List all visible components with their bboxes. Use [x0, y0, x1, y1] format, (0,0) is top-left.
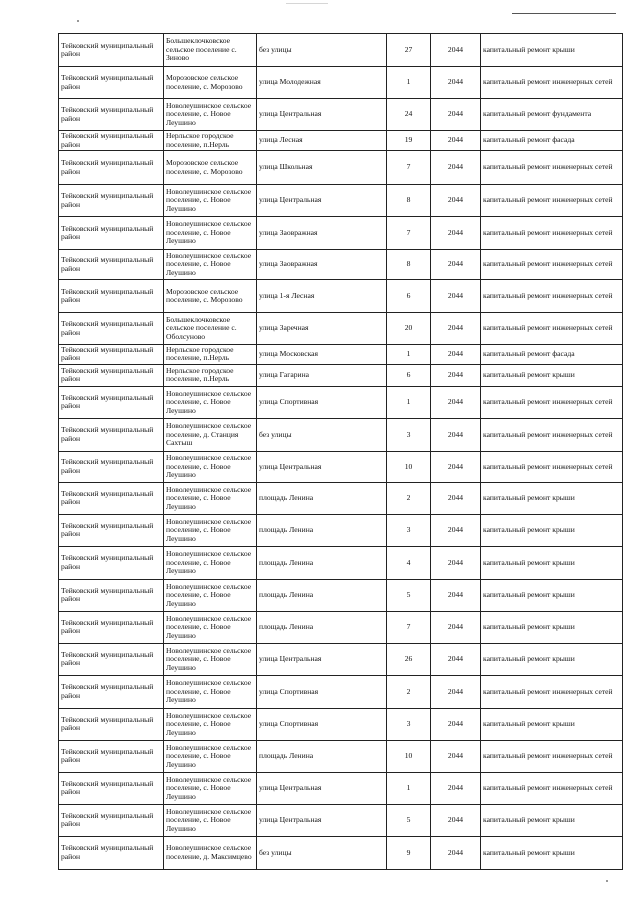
- house-number-cell: 5: [387, 804, 431, 836]
- settlement-cell: Нерльское городское поселение, п.Нерль: [164, 364, 257, 386]
- street-cell: улица Заовражная: [257, 250, 387, 280]
- settlement-cell: Новолеушинское сельское поселение, с. Новое Леушино: [164, 740, 257, 772]
- street-cell: улица Школьная: [257, 151, 387, 185]
- street-cell: улица Заовражная: [257, 217, 387, 250]
- settlement-cell: Новолеушинское сельское поселение, с. Новое Леушино: [164, 386, 257, 418]
- planned-year-cell: 2044: [431, 611, 481, 643]
- settlement-cell: Новолеушинское сельское поселение, с. Новое Леушино: [164, 250, 257, 280]
- planned-year-cell: 2044: [431, 280, 481, 313]
- house-number-cell: 1: [387, 67, 431, 99]
- planned-year-cell: 2044: [431, 313, 481, 345]
- house-number-cell: 1: [387, 345, 431, 365]
- settlement-cell: Нерльское городское поселение, п.Нерль: [164, 345, 257, 365]
- municipal-district-cell: Тейковский муниципальный район: [59, 131, 164, 151]
- planned-year-cell: 2044: [431, 151, 481, 185]
- house-number-cell: 26: [387, 643, 431, 675]
- municipal-district-cell: Тейковский муниципальный район: [59, 708, 164, 740]
- planned-year-cell: 2044: [431, 99, 481, 131]
- municipal-district-cell: Тейковский муниципальный район: [59, 67, 164, 99]
- municipal-district-cell: Тейковский муниципальный район: [59, 151, 164, 185]
- house-number-cell: 1: [387, 772, 431, 804]
- settlement-cell: Новолеушинское сельское поселение, с. Новое Леушино: [164, 643, 257, 675]
- municipal-district-cell: Тейковский муниципальный район: [59, 740, 164, 772]
- table-row: [59, 313, 623, 345]
- planned-year-cell: 2044: [431, 345, 481, 365]
- table-row: [59, 675, 623, 708]
- planned-year-cell: 2044: [431, 451, 481, 482]
- house-number-cell: 7: [387, 217, 431, 250]
- street-cell: улица Центральная: [257, 772, 387, 804]
- street-cell: без улицы: [257, 836, 387, 869]
- house-number-cell: 9: [387, 836, 431, 869]
- repair-type-cell: капитальный ремонт инженерных сетей: [481, 772, 623, 804]
- repair-type-cell: капитальный ремонт инженерных сетей: [481, 675, 623, 708]
- house-number-cell: 20: [387, 313, 431, 345]
- table-row: [59, 546, 623, 579]
- municipal-district-cell: Тейковский муниципальный район: [59, 217, 164, 250]
- municipal-district-cell: Тейковский муниципальный район: [59, 345, 164, 365]
- table-row: [59, 345, 623, 365]
- repair-type-cell: капитальный ремонт фасада: [481, 131, 623, 151]
- municipal-district-cell: Тейковский муниципальный район: [59, 386, 164, 418]
- table-row: [59, 643, 623, 675]
- repair-type-cell: капитальный ремонт инженерных сетей: [481, 151, 623, 185]
- municipal-district-cell: Тейковский муниципальный район: [59, 611, 164, 643]
- repair-schedule-table: [58, 33, 623, 870]
- table-row: [59, 579, 623, 611]
- street-cell: улица Московская: [257, 345, 387, 365]
- street-cell: площадь Ленина: [257, 514, 387, 546]
- street-cell: улица Центральная: [257, 185, 387, 217]
- repair-type-cell: капитальный ремонт крыши: [481, 364, 623, 386]
- repair-type-cell: капитальный ремонт крыши: [481, 804, 623, 836]
- table-row: [59, 740, 623, 772]
- table-row: [59, 364, 623, 386]
- house-number-cell: 8: [387, 250, 431, 280]
- street-cell: площадь Ленина: [257, 546, 387, 579]
- table-row: [59, 250, 623, 280]
- table-row: [59, 611, 623, 643]
- planned-year-cell: 2044: [431, 836, 481, 869]
- street-cell: улица Молодежная: [257, 67, 387, 99]
- municipal-district-cell: Тейковский муниципальный район: [59, 34, 164, 67]
- municipal-district-cell: Тейковский муниципальный район: [59, 185, 164, 217]
- municipal-district-cell: Тейковский муниципальный район: [59, 579, 164, 611]
- settlement-cell: Морозовское сельское поселение, с. Морозово: [164, 151, 257, 185]
- street-cell: площадь Ленина: [257, 579, 387, 611]
- table-row: [59, 280, 623, 313]
- repair-type-cell: капитальный ремонт инженерных сетей: [481, 217, 623, 250]
- repair-type-cell: капитальный ремонт инженерных сетей: [481, 313, 623, 345]
- street-cell: улица 1-я Лесная: [257, 280, 387, 313]
- settlement-cell: Новолеушинское сельское поселение, с. Новое Леушино: [164, 451, 257, 482]
- municipal-district-cell: Тейковский муниципальный район: [59, 675, 164, 708]
- municipal-district-cell: Тейковский муниципальный район: [59, 451, 164, 482]
- house-number-cell: 8: [387, 185, 431, 217]
- municipal-district-cell: Тейковский муниципальный район: [59, 364, 164, 386]
- table-row: [59, 151, 623, 185]
- settlement-cell: Новолеушинское сельское поселение, с. Новое Леушино: [164, 185, 257, 217]
- repair-type-cell: капитальный ремонт крыши: [481, 482, 623, 514]
- planned-year-cell: 2044: [431, 482, 481, 514]
- street-cell: улица Спортивная: [257, 386, 387, 418]
- table-row: [59, 836, 623, 869]
- municipal-district-cell: Тейковский муниципальный район: [59, 250, 164, 280]
- planned-year-cell: 2044: [431, 514, 481, 546]
- planned-year-cell: 2044: [431, 250, 481, 280]
- settlement-cell: Большеклочковское сельское поселение с. Оболсуново: [164, 313, 257, 345]
- planned-year-cell: 2044: [431, 772, 481, 804]
- table-row: [59, 99, 623, 131]
- table-body: [59, 34, 623, 870]
- street-cell: без улицы: [257, 34, 387, 67]
- settlement-cell: Новолеушинское сельское поселение, с. Новое Леушино: [164, 579, 257, 611]
- street-cell: улица Лесная: [257, 131, 387, 151]
- house-number-cell: 7: [387, 151, 431, 185]
- street-cell: площадь Ленина: [257, 740, 387, 772]
- settlement-cell: Новолеушинское сельское поселение, с. Новое Леушино: [164, 217, 257, 250]
- settlement-cell: Новолеушинское сельское поселение, с. Новое Леушино: [164, 772, 257, 804]
- repair-type-cell: капитальный ремонт крыши: [481, 514, 623, 546]
- municipal-district-cell: Тейковский муниципальный район: [59, 836, 164, 869]
- municipal-district-cell: Тейковский муниципальный район: [59, 418, 164, 451]
- settlement-cell: Новолеушинское сельское поселение, с. Новое Леушино: [164, 482, 257, 514]
- table-row: [59, 804, 623, 836]
- house-number-cell: 3: [387, 418, 431, 451]
- municipal-district-cell: Тейковский муниципальный район: [59, 280, 164, 313]
- street-cell: улица Центральная: [257, 804, 387, 836]
- table-row: [59, 418, 623, 451]
- repair-type-cell: капитальный ремонт инженерных сетей: [481, 418, 623, 451]
- street-cell: без улицы: [257, 418, 387, 451]
- settlement-cell: Новолеушинское сельское поселение, с. Новое Леушино: [164, 611, 257, 643]
- scan-artifact-dot: [606, 880, 608, 882]
- municipal-district-cell: Тейковский муниципальный район: [59, 482, 164, 514]
- table-row: [59, 185, 623, 217]
- house-number-cell: 3: [387, 514, 431, 546]
- house-number-cell: 3: [387, 708, 431, 740]
- municipal-district-cell: Тейковский муниципальный район: [59, 99, 164, 131]
- table-row: [59, 34, 623, 67]
- repair-type-cell: капитальный ремонт инженерных сетей: [481, 280, 623, 313]
- settlement-cell: Новолеушинское сельское поселение, с. Новое Леушино: [164, 675, 257, 708]
- table-row: [59, 217, 623, 250]
- house-number-cell: 7: [387, 611, 431, 643]
- table-row: [59, 514, 623, 546]
- planned-year-cell: 2044: [431, 67, 481, 99]
- settlement-cell: Новолеушинское сельское поселение, с. Новое Леушино: [164, 708, 257, 740]
- table-row: [59, 67, 623, 99]
- municipal-district-cell: Тейковский муниципальный район: [59, 772, 164, 804]
- municipal-district-cell: Тейковский муниципальный район: [59, 546, 164, 579]
- settlement-cell: Новолеушинское сельское поселение, с. Новое Леушино: [164, 99, 257, 131]
- repair-type-cell: капитальный ремонт инженерных сетей: [481, 250, 623, 280]
- repair-type-cell: капитальный ремонт фасада: [481, 345, 623, 365]
- planned-year-cell: 2044: [431, 185, 481, 217]
- street-cell: улица Центральная: [257, 99, 387, 131]
- planned-year-cell: 2044: [431, 579, 481, 611]
- repair-type-cell: капитальный ремонт фундамента: [481, 99, 623, 131]
- municipal-district-cell: Тейковский муниципальный район: [59, 643, 164, 675]
- planned-year-cell: 2044: [431, 418, 481, 451]
- repair-type-cell: капитальный ремонт крыши: [481, 708, 623, 740]
- planned-year-cell: 2044: [431, 546, 481, 579]
- repair-type-cell: капитальный ремонт крыши: [481, 611, 623, 643]
- planned-year-cell: 2044: [431, 34, 481, 67]
- repair-type-cell: капитальный ремонт крыши: [481, 546, 623, 579]
- settlement-cell: Новолеушинское сельское поселение, с. Новое Леушино: [164, 804, 257, 836]
- house-number-cell: 24: [387, 99, 431, 131]
- planned-year-cell: 2044: [431, 675, 481, 708]
- house-number-cell: 6: [387, 364, 431, 386]
- repair-type-cell: капитальный ремонт инженерных сетей: [481, 740, 623, 772]
- repair-type-cell: капитальный ремонт крыши: [481, 34, 623, 67]
- scan-artifact-top: [286, 3, 328, 4]
- settlement-cell: Большеклочковское сельское поселение с. Зиново: [164, 34, 257, 67]
- settlement-cell: Новолеушинское сельское поселение, д. Станция Сахтыш: [164, 418, 257, 451]
- house-number-cell: 27: [387, 34, 431, 67]
- street-cell: улица Заречная: [257, 313, 387, 345]
- house-number-cell: 10: [387, 740, 431, 772]
- table-row: [59, 482, 623, 514]
- repair-type-cell: капитальный ремонт крыши: [481, 836, 623, 869]
- table-row: [59, 131, 623, 151]
- street-cell: площадь Ленина: [257, 611, 387, 643]
- planned-year-cell: 2044: [431, 643, 481, 675]
- planned-year-cell: 2044: [431, 364, 481, 386]
- repair-type-cell: капитальный ремонт инженерных сетей: [481, 67, 623, 99]
- house-number-cell: 6: [387, 280, 431, 313]
- settlement-cell: Морозовское сельское поселение, с. Морозово: [164, 280, 257, 313]
- settlement-cell: Морозовское сельское поселение, с. Морозово: [164, 67, 257, 99]
- planned-year-cell: 2044: [431, 708, 481, 740]
- settlement-cell: Новолеушинское сельское поселение, д. Максимцево: [164, 836, 257, 869]
- house-number-cell: 10: [387, 451, 431, 482]
- municipal-district-cell: Тейковский муниципальный район: [59, 313, 164, 345]
- table-row: [59, 772, 623, 804]
- table-row: [59, 386, 623, 418]
- house-number-cell: 5: [387, 579, 431, 611]
- planned-year-cell: 2044: [431, 740, 481, 772]
- municipal-district-cell: Тейковский муниципальный район: [59, 804, 164, 836]
- street-cell: улица Спортивная: [257, 708, 387, 740]
- settlement-cell: Новолеушинское сельское поселение, с. Новое Леушино: [164, 546, 257, 579]
- house-number-cell: 1: [387, 386, 431, 418]
- repair-type-cell: капитальный ремонт крыши: [481, 643, 623, 675]
- street-cell: площадь Ленина: [257, 482, 387, 514]
- planned-year-cell: 2044: [431, 804, 481, 836]
- table-row: [59, 451, 623, 482]
- municipal-district-cell: Тейковский муниципальный район: [59, 514, 164, 546]
- scan-artifact-line: [512, 13, 616, 14]
- repair-type-cell: капитальный ремонт инженерных сетей: [481, 185, 623, 217]
- street-cell: улица Спортивная: [257, 675, 387, 708]
- planned-year-cell: 2044: [431, 217, 481, 250]
- house-number-cell: 2: [387, 482, 431, 514]
- scan-artifact-dot: [77, 20, 79, 22]
- house-number-cell: 19: [387, 131, 431, 151]
- repair-type-cell: капитальный ремонт инженерных сетей: [481, 451, 623, 482]
- planned-year-cell: 2044: [431, 131, 481, 151]
- settlement-cell: Нерльское городское поселение, п.Нерль: [164, 131, 257, 151]
- street-cell: улица Гагарина: [257, 364, 387, 386]
- repair-type-cell: капитальный ремонт крыши: [481, 579, 623, 611]
- street-cell: улица Центральная: [257, 451, 387, 482]
- street-cell: улица Центральная: [257, 643, 387, 675]
- house-number-cell: 4: [387, 546, 431, 579]
- repair-type-cell: капитальный ремонт инженерных сетей: [481, 386, 623, 418]
- table-row: [59, 708, 623, 740]
- house-number-cell: 2: [387, 675, 431, 708]
- settlement-cell: Новолеушинское сельское поселение, с. Новое Леушино: [164, 514, 257, 546]
- planned-year-cell: 2044: [431, 386, 481, 418]
